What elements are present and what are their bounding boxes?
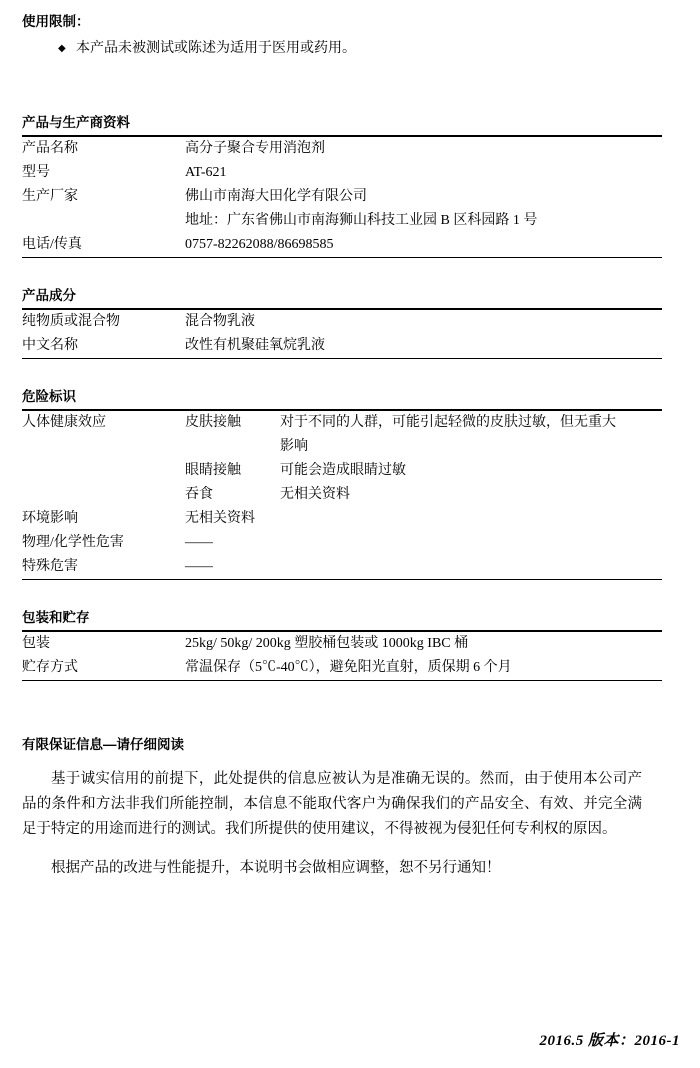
table-row	[22, 185, 662, 209]
row-key: 贮存方式	[22, 660, 78, 676]
product-info-section	[22, 111, 680, 258]
composition-table	[22, 310, 662, 358]
row-key	[22, 435, 185, 459]
row-value: AT-621	[185, 165, 227, 181]
row-key: 人体健康效应	[22, 415, 106, 431]
spacer	[22, 681, 680, 715]
row-value	[280, 507, 662, 531]
spacer	[22, 59, 680, 93]
table-row	[22, 233, 662, 257]
warranty-paragraph-2: 根据产品的改进与性能提升，本说明书会做相应调整，恕不另行通知！	[51, 860, 501, 877]
hazards-section	[22, 385, 680, 580]
row-subkey: ——	[185, 535, 213, 551]
composition-title: 产品成分	[22, 284, 662, 310]
row-value: 地址：广东省佛山市南海狮山科技工业园 B 区科园路 1 号	[185, 213, 538, 229]
table-row	[22, 161, 662, 185]
row-value: 可能会造成眼睛过敏	[280, 463, 406, 479]
table-row	[22, 209, 662, 233]
table-row	[22, 483, 662, 507]
row-key	[22, 459, 185, 483]
spacer	[22, 715, 680, 733]
composition-section	[22, 284, 680, 359]
table-row	[22, 334, 662, 358]
spacer	[22, 258, 680, 284]
row-key	[22, 483, 185, 507]
row-key: 产品名称	[22, 141, 78, 157]
row-subkey: 眼睛接触	[185, 463, 241, 479]
row-subkey: 皮肤接触	[185, 415, 241, 431]
usage-restrictions-bullet	[58, 39, 680, 59]
table-row	[22, 435, 662, 459]
row-value: 佛山市南海大田化学有限公司	[185, 189, 367, 205]
spacer	[22, 93, 680, 111]
row-value: 0757-82262088/86698585	[185, 237, 334, 253]
table-row	[22, 632, 662, 656]
table-row	[22, 459, 662, 483]
row-key: 纯物质或混合物	[22, 314, 120, 330]
row-value: 25kg/ 50kg/ 200kg 塑胶桶包装或 1000kg IBC 桶	[185, 636, 469, 652]
row-key: 物理/化学性危害	[22, 535, 124, 551]
document-footer: 2016.5 版本：2016-1	[539, 1033, 680, 1049]
product-info-table	[22, 137, 662, 257]
row-key: 型号	[22, 165, 50, 181]
row-value: 无相关资料	[280, 487, 350, 503]
row-key: 中文名称	[22, 338, 78, 354]
hazards-title: 危险标识	[22, 385, 662, 411]
row-key: 生产厂家	[22, 189, 78, 205]
warranty-paragraph-1: 基于诚实信用的前提下，此处提供的信息应被认为是准确无误的。然而，由于使用本公司产品的条件和方法非我们所能控制，本信息不能取代客户为确保我们的产品安全、有效、并完全满足于特定的用途而进行的测试。我们所提供的使用建议，不得被视为侵犯任何专利权的原因。	[22, 771, 642, 838]
usage-restrictions-heading: 使用限制：	[22, 14, 90, 29]
row-value: 对于不同的人群，可能引起轻微的皮肤过敏，但无重大	[280, 415, 616, 431]
hazards-table	[22, 411, 662, 579]
packaging-section	[22, 606, 680, 681]
warranty-title: 有限保证信息—请仔细阅读	[22, 737, 184, 753]
row-subkey: 无相关资料	[185, 511, 255, 527]
spacer	[22, 580, 680, 606]
table-row	[22, 137, 662, 161]
row-value: 常温保存（5℃-40℃），避免阳光直射，质保期 6 个月	[185, 660, 512, 676]
document-content	[22, 12, 680, 881]
row-value: 高分子聚合专用消泡剂	[185, 141, 325, 157]
row-value: 混合物乳液	[185, 314, 255, 330]
packaging-table	[22, 632, 662, 680]
spacer	[22, 359, 680, 385]
table-row	[22, 507, 662, 531]
table-row	[22, 555, 662, 579]
row-value	[280, 555, 662, 579]
packaging-title: 包装和贮存	[22, 606, 662, 632]
bullet-icon: ◆	[58, 43, 66, 55]
row-subkey	[185, 435, 280, 459]
table-row	[22, 531, 662, 555]
row-key	[22, 209, 185, 233]
row-subkey: 吞食	[185, 487, 213, 503]
row-value: 改性有机聚硅氧烷乳液	[185, 338, 325, 354]
row-key: 环境影响	[22, 511, 78, 527]
row-key: 电话/传真	[22, 237, 82, 253]
table-row	[22, 656, 662, 680]
product-info-title: 产品与生产商资料	[22, 111, 662, 137]
row-subkey: ——	[185, 559, 213, 575]
row-key: 特殊危害	[22, 559, 78, 575]
row-key: 包装	[22, 636, 50, 652]
row-value	[280, 531, 662, 555]
usage-restrictions-text: 本产品未被测试或陈述为适用于医用或药用。	[76, 41, 356, 57]
table-row	[22, 411, 662, 435]
table-row	[22, 310, 662, 334]
row-value: 影响	[280, 439, 308, 455]
